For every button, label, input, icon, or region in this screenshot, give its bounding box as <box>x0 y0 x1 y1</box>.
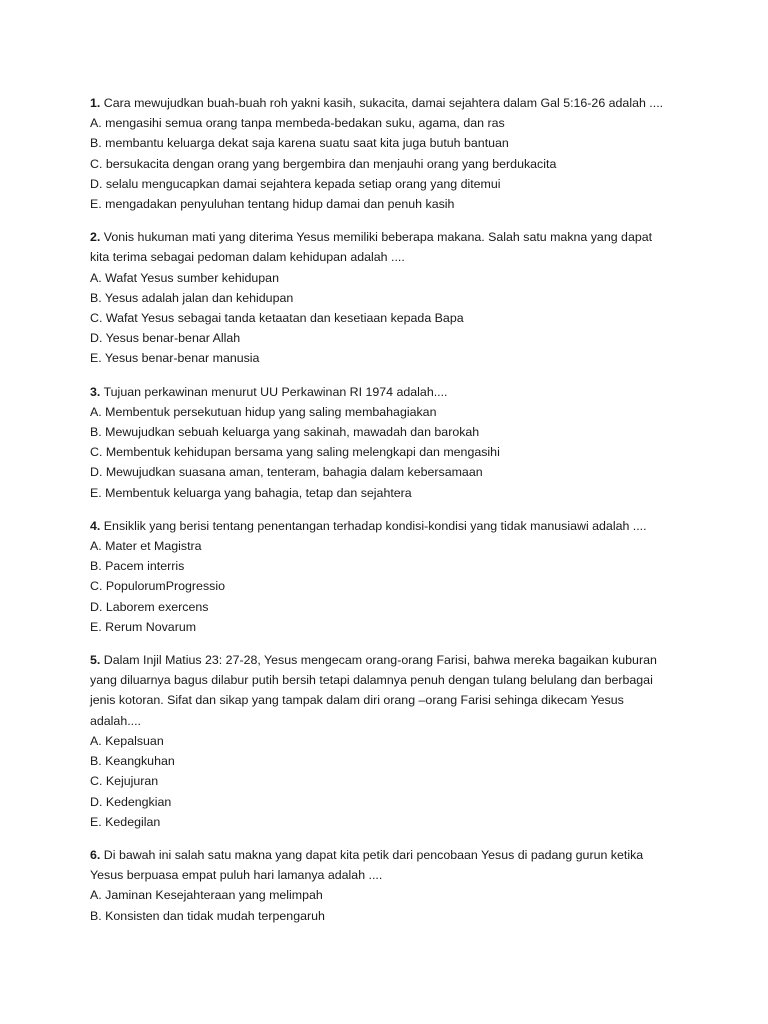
answer-option: B. Mewujudkan sebuah keluarga yang sakinah, mawadah dan barokah <box>90 425 480 440</box>
question-text-line <box>90 227 690 247</box>
question-text: Di bawah ini salah satu makna yang dapat kita petik dari pencobaan Yesus di padang gurun ketika <box>103 847 644 862</box>
answer-option: C. Wafat Yesus sebagai tanda ketaatan dan kesetiaan kepada Bapa <box>90 311 464 326</box>
answer-option: D. Laborem exercens <box>90 599 209 614</box>
answer-option: B. Yesus adalah jalan dan kehidupan <box>90 290 294 305</box>
question-text: yang diluarnya bagus dilabur putih bersih tetapi dalamnya penuh dengan tulang belulang dan berbagai <box>90 673 653 688</box>
question-text-line <box>90 247 690 267</box>
question-text: adalah.... <box>90 713 141 728</box>
question-number: 5. <box>90 653 101 668</box>
question-text-line <box>90 516 690 536</box>
question-text: Tujuan perkawinan menurut UU Perkawinan RI 1974 adalah.... <box>103 384 448 399</box>
question-1 <box>90 93 690 214</box>
answer-option: A. Mater et Magistra <box>90 539 202 554</box>
answer-option: A. Membentuk persekutuan hidup yang saling membahagiakan <box>90 404 437 419</box>
question-text-line <box>90 690 690 710</box>
question-2 <box>90 227 690 368</box>
answer-option: B. Keangkuhan <box>90 754 175 769</box>
answer-option: C. PopulorumProgressio <box>90 579 225 594</box>
question-number: 3. <box>90 384 101 399</box>
question-text-line <box>90 670 690 690</box>
answer-option: E. Membentuk keluarga yang bahagia, tetap dan sejahtera <box>90 485 412 500</box>
question-text: Dalam Injil Matius 23: 27-28, Yesus mengecam orang-orang Farisi, bahwa mereka bagaikan kuburan <box>103 653 657 668</box>
question-text: jenis kotoran. Sifat dan sikap yang tampak dalam diri orang –orang Farisi sehinga dikecam Yesus <box>90 693 624 708</box>
answer-option: B. Pacem interris <box>90 559 185 574</box>
question-number: 1. <box>90 96 101 110</box>
question-3 <box>90 382 690 503</box>
answer-option: C. bersukacita dengan orang yang bergembira dan menjauhi orang yang berdukacita <box>90 156 557 171</box>
answer-option: D. Yesus benar-benar Allah <box>90 331 241 346</box>
answer-option: E. Yesus benar-benar manusia <box>90 351 260 366</box>
question-text: Ensiklik yang berisi tentang penentangan terhadap kondisi-kondisi yang tidak manusiawi adalah .... <box>103 518 647 533</box>
question-number: 2. <box>90 230 101 245</box>
question-text: Yesus berpuasa empat puluh hari lamanya adalah .... <box>90 868 383 883</box>
question-number: 6. <box>90 847 101 862</box>
question-4 <box>90 516 690 637</box>
question-text-line <box>90 711 690 731</box>
answer-option: E. mengadakan penyuluhan tentang hidup damai dan penuh kasih <box>90 197 455 212</box>
question-text-line <box>90 93 690 113</box>
answer-option: A. Kepalsuan <box>90 733 164 748</box>
answer-option: B. membantu keluarga dekat saja karena suatu saat kita juga butuh bantuan <box>90 136 509 151</box>
question-text-line <box>90 382 690 402</box>
question-6 <box>90 845 690 926</box>
answer-option: E. Rerum Novarum <box>90 619 197 634</box>
question-text-line <box>90 845 690 865</box>
answer-option: C. Membentuk kehidupan bersama yang saling melengkapi dan mengasihi <box>90 445 500 460</box>
answer-option: D. Kedengkian <box>90 794 172 809</box>
answer-option: D. Mewujudkan suasana aman, tenteram, bahagia dalam kebersamaan <box>90 465 483 480</box>
question-number: 4. <box>90 518 101 533</box>
question-text: kita terima sebagai pedoman dalam kehidupan adalah .... <box>90 250 405 265</box>
question-text-line <box>90 650 690 670</box>
question-5 <box>90 650 690 832</box>
question-text-line <box>90 865 690 885</box>
answer-option: D. selalu mengucapkan damai sejahtera kepada setiap orang yang ditemui <box>90 176 501 191</box>
answer-option: C. Kejujuran <box>90 774 159 789</box>
question-text: Cara mewujudkan buah-buah roh yakni kasih, sukacita, damai sejahtera dalam Gal 5:16-26 adalah .... <box>103 96 664 110</box>
question-text: Vonis hukuman mati yang diterima Yesus memiliki beberapa makana. Salah satu makna yang dapat <box>103 230 653 245</box>
answer-option: A. mengasihi semua orang tanpa membeda-bedakan suku, agama, dan ras <box>90 116 505 131</box>
answer-option: A. Jaminan Kesejahteraan yang melimpah <box>90 888 323 903</box>
answer-option: B. Konsisten dan tidak mudah terpengaruh <box>90 908 325 923</box>
answer-option: A. Wafat Yesus sumber kehidupan <box>90 270 279 285</box>
document-page <box>90 93 690 939</box>
answer-option: E. Kedegilan <box>90 814 161 829</box>
